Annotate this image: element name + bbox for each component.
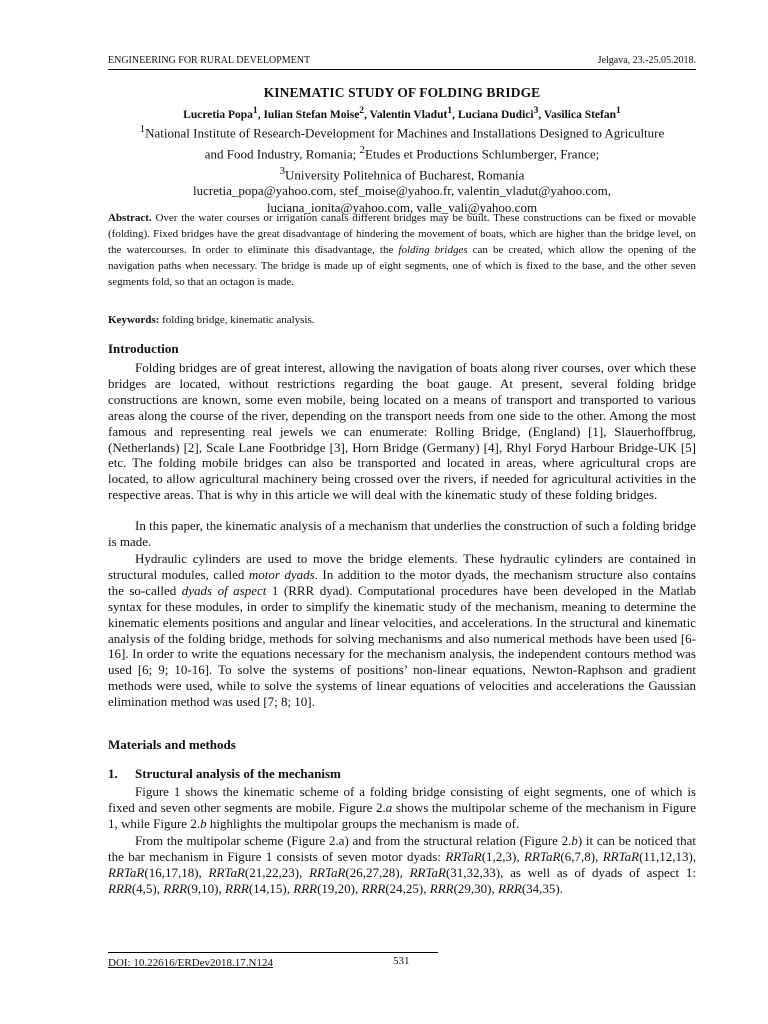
paragraph-italic: b: [571, 833, 578, 848]
affil-text: University Politehnica of Bucharest, Romania: [285, 166, 525, 182]
dyad-sep: ,: [286, 880, 294, 896]
dyad-name: RRTaR: [409, 864, 446, 880]
dyad-args: (11,12,13): [639, 848, 693, 864]
conference-name: ENGINEERING FOR RURAL DEVELOPMENT: [108, 55, 311, 66]
section-heading-materials-methods: Materials and methods: [108, 737, 236, 752]
dyad-sep: ,: [198, 864, 209, 880]
footer-rule: [108, 952, 438, 953]
paragraph-text: 1 (RRR dyad). Computational procedures have been developed in the Matlab syntax for these modules, in order to simplify the kinematic study of the mechanism, meaning to determine the kinematic elements positions and angular and linear velocities, and accelerations. In the structural and kinematic analysis of the folding bridge, methods for solving mechanisms and also numerical methods have been used [6-16]. In order to write the equations necessary for the mechanism analysis, the independent contours method was used [6; 9; 10-16]. To solve the systems of positions’ non-linear equations, Newton-Raphson and gradient methods were used, while to solve the systems of linear equations of velocities and accelerations the Gaussian elimination method was used [7; 8; 10].: [108, 582, 697, 710]
author-affil-sup: 1: [616, 105, 621, 116]
paragraph: [108, 784, 696, 832]
subsection-number: 1.: [108, 766, 118, 781]
paragraph-text: ) it can be noticed that the bar mechanism in Figure 1 consists of seven motor dyads:: [108, 833, 696, 864]
dyad-args: (26,27,28): [345, 864, 400, 880]
dyad-name: RRR: [108, 880, 132, 896]
affil-text: National Institute of Research-Development for Machines and Installations Designed to Agriculture: [145, 125, 665, 141]
dyad-args: (14,15): [248, 880, 287, 896]
dyad-args: (4,5): [131, 880, 157, 896]
dyad-sep: , as well as of dyads of aspect 1:: [500, 864, 696, 880]
author-affil-sup: 3: [533, 105, 539, 116]
keywords-text: folding bridge, kinematic analysis.: [159, 314, 315, 326]
dyad-name: RRR: [498, 880, 522, 896]
dyad-args: (6,7,8): [560, 848, 596, 864]
email-line: lucretia_popa@yahoo.com, stef_moise@yahoo.fr, valentin_vladut@yahoo.com,: [192, 183, 612, 199]
dyad-name: RRTaR: [208, 864, 245, 880]
dyad-args: (21,22,23): [244, 864, 300, 880]
paragraph-text: highlights the multipolar groups the mechanism is made of.: [206, 815, 520, 831]
abstract: [108, 210, 696, 290]
paragraph-italic: a: [385, 799, 393, 815]
dyad-args: (9,10): [187, 880, 219, 896]
dyad-name: RRTaR: [108, 864, 145, 880]
dyad-sep: .: [559, 880, 563, 896]
dyad-sep: ,: [516, 848, 525, 864]
affil-text: Etudes et Productions Schlumberger, France;: [364, 146, 600, 162]
dyad-name: RRR: [225, 880, 249, 896]
affil-text: and Food Industry, Romania;: [204, 146, 360, 162]
author-name: Vasilica Stefan: [543, 108, 617, 121]
paragraph: In this paper, the kinematic analysis of a mechanism that underlies the construction of such a folding bridge is made.: [108, 518, 696, 549]
dyad-sep: ,: [299, 864, 310, 880]
abstract-text: Over the water courses or irrigation canals different bridges may be built. These constructions can be fixed or movable (folding). Fixed bridges have the great disadvantage of hindering the movement of boats, which are higher than the bridge level, on the watercourses. In order to eliminate this disadvantage, the: [108, 212, 696, 256]
paragraph: Folding bridges are of great interest, allowing the navigation of boats along river courses, over which these bridges are located, without restrictions regarding the boat gauge. At present, several folding bridge constructions are known, some even mobile, being located on a means of transport and transported to various areas along the course of the river, depending on the transport needs from one side to the other. Among the most famous and representing real jewels we can enumerate: Rolling Bridge, (England) [1], Slauerhoffbrug, (Netherlands) [2], Scale Lane Footbridge [3], Horn Bridge (Germany) [4], Rhyl Foryd Harbour Bridge-UK [5] etc. The folding mobile bridges can also be transported and located in areas, where agricultural crops are located, to allow agricultural machinery being crossed over the rivers, if needed for agricultural activities in the respective areas. That is why in this article we will deal with the kinematic study of these folding bridges.: [108, 360, 696, 503]
affiliation-line: [108, 163, 696, 184]
dyad-name: RRR: [361, 880, 386, 896]
dyad-name: RRR: [293, 880, 318, 896]
dyad-sep: ,: [355, 880, 362, 896]
dyad-args: (29,30): [453, 880, 492, 896]
dyad-args: (19,20): [317, 880, 355, 896]
header-rule: [108, 69, 696, 70]
dyad-name: RRTaR: [309, 864, 346, 880]
dyad-args: (34,35): [521, 880, 560, 896]
abstract-label: Abstract.: [108, 212, 152, 224]
keywords: [108, 314, 696, 326]
author-affil-sup: 2: [359, 105, 365, 116]
conference-date: Jelgava, 23.-25.05.2018.: [597, 55, 696, 66]
affil-sup: 3: [279, 164, 286, 177]
paragraph-italic: motor dyads: [248, 566, 315, 582]
paragraph-text: shows the multipolar scheme of the mechanism in Figure 1, while Figure 2.: [108, 799, 697, 831]
affiliations: [108, 121, 696, 216]
author-name: Iulian Stefan Moise: [263, 108, 360, 121]
abstract-italic: folding bridges: [398, 244, 468, 256]
paragraph-italic: b: [200, 815, 207, 831]
dyad-sep: ,: [491, 880, 498, 896]
dyad-args: (1,2,3): [481, 848, 517, 864]
paragraph-text: . In addition to the motor dyads, the mechanism structure also contains the so-called: [108, 566, 696, 598]
doi-line: [108, 957, 273, 969]
author-name: Lucretia Popa: [183, 108, 253, 121]
page-number: 531: [393, 955, 410, 967]
paragraph-text: Figure 1 shows the kinematic scheme of a folding bridge consisting of eight segments, one of which is fixed and seven other segments are mobile. Figure 2.: [108, 784, 696, 815]
paragraph: [108, 833, 696, 897]
dyad-name: RRTaR: [445, 848, 482, 864]
author-affil-sup: 1: [447, 105, 453, 116]
affil-sup: 2: [359, 143, 365, 156]
dyad-name: RRR: [429, 880, 454, 896]
abstract-text: can be created, which allow the opening of the navigation paths when necessary. The bridge is made up of eight segments, one of which is fixed to the base, and the other seven segments fold, so that an octagon is made.: [108, 244, 696, 288]
author-list: Lucretia Popa$^1$, Iulian Stefan Moise$^2$, Valentin Vladut$^1$, Luciana Dudici$^3$, Vasilica Stefan$^1$: [183, 105, 621, 121]
paragraph-italic: dyads of aspect: [181, 582, 267, 598]
affiliation-line: [108, 142, 696, 163]
paragraph: [108, 551, 696, 710]
doi-link[interactable]: DOI: 10.22616/ERDev2018.17.N124: [108, 957, 273, 969]
subsection-heading: [108, 766, 341, 782]
paragraph-text: From the multipolar scheme (Figure 2.a) and from the structural relation (Figure 2.: [135, 833, 572, 848]
affil-sup: 1: [139, 123, 146, 135]
email-line: luciana_ionita@yahoo.com, valle_vali@yahoo.com: [266, 199, 538, 215]
dyad-sep: ,: [399, 864, 410, 880]
affiliation-line: [108, 121, 696, 142]
dyad-sep: ,: [595, 848, 603, 864]
dyad-sep: ,: [156, 880, 164, 896]
paragraph-text: Hydraulic cylinders are used to move the bridge elements. These hydraulic cylinders are contained in structural modules, called: [108, 551, 696, 582]
author-affil-sup: 1: [252, 105, 258, 116]
dyad-args: (31,32,33): [445, 864, 501, 880]
dyad-args: (24,25): [385, 880, 424, 896]
dyad-sep: ,: [423, 880, 430, 896]
dyad-name: RRTaR: [524, 848, 561, 864]
author-name: Luciana Dudici: [457, 108, 534, 121]
dyad-name: RRTaR: [602, 848, 640, 864]
section-heading-introduction: Introduction: [108, 341, 179, 356]
paper-title: KINEMATIC STUDY OF FOLDING BRIDGE: [263, 85, 541, 100]
dyad-name: RRR: [163, 880, 188, 896]
dyad-sep: ,: [692, 848, 697, 864]
dyad-args: (16,17,18): [144, 864, 199, 880]
keywords-label: Keywords:: [108, 314, 160, 326]
dyad-sep: ,: [218, 880, 225, 896]
subsection-title: Structural analysis of the mechanism: [135, 766, 341, 781]
author-name: Valentin Vladut: [369, 108, 448, 121]
